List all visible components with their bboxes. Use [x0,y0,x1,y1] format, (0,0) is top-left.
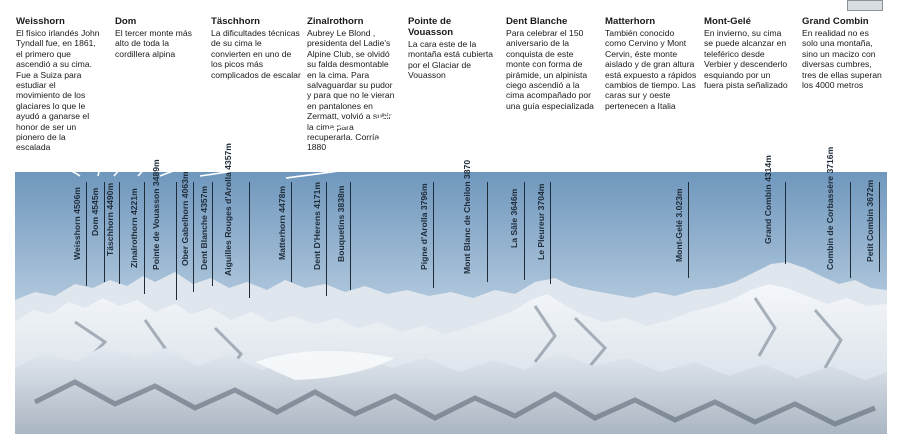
peak-height: 3838m [336,185,346,213]
peak-label-petit-combin [866,178,876,262]
infobox-title: Dom [115,16,137,27]
infobox-title: Mont-Gelé [704,16,751,27]
peak-label-dent-blanche [200,178,210,270]
peak-pointer-taschhorn [119,182,120,284]
infobox-title: Täschhorn [211,16,261,27]
peak-name: Petit Combin [865,209,875,262]
peak-name: Täschhorn [105,212,115,256]
peak-label-ober-gabelhorn [180,171,191,266]
peak-height: 4545m [90,187,100,215]
peak-pointer-dent-blanche [212,182,213,286]
peak-name: Matterhorn [277,215,287,260]
peak-pointer-mont-blanc-de-cheilon [487,182,488,282]
peak-height: 4314m [763,155,773,182]
peak-name: Pointe de Vouasson [151,188,161,270]
peak-label-dent-dherens [313,178,323,270]
peak-label-aiguilles-rouges [223,143,234,276]
peak-pointer-grand-combin [785,182,786,264]
peak-name: Pigne d'Arolla [419,212,429,270]
infobox-title: Dent Blanche [506,16,568,27]
peak-label-weisshorn [73,178,83,260]
peak-label-pigne-darolla [420,178,430,270]
peak-name: Bouquetins [336,214,346,262]
peak-name: Mont Blanc de Cheilon [462,181,472,274]
connector-dom [98,72,124,176]
peak-label-combin-de-corbassere [825,146,836,270]
connector-taschhorn [114,98,232,176]
peak-height: 3870 [462,159,472,179]
infobox-title: Grand Combin [802,16,869,27]
infobox-description: El tercer monte más alto de toda la cordillera alpina [115,28,192,59]
peak-name: Dent D'Herens [312,211,322,270]
peak-height: 4063m [180,171,190,199]
peak-height: 4357m [199,185,209,213]
peak-label-mont-gele [675,178,685,262]
infobox-description: La dificultades técnicas de su cima le convierten en uno de los picos más complicados de escalar [211,28,301,80]
peak-label-mont-blanc-de-cheilon [462,159,473,274]
peak-pointer-combin-de-corbassere [850,182,851,278]
peak-pointer-petit-combin [879,182,880,272]
infobox-description: Aubrey Le Blond , presidenta del Ladie's Alpine Club, se olvidó su falda desmontable en la cima. Para salvaguardar su pudor y para que no le vieran en pantalones en Zermatt, volvió a subir la cima para recuperarla. Corría 1880 [307,28,395,153]
infobox-title: Pointe de Vouasson [408,16,454,38]
infobox-description: También conocido como Cervino y Mont Cervin, éste monte aislado y de gran altura está expuesto a rápidos cambios de tiempo. Las caras sur y oeste pertenecen a Italia [605,28,697,111]
infobox-title: Zinalrothorn [307,16,364,27]
peak-label-le-pleureur [537,178,547,260]
peak-pointer-bouquetins [350,182,351,290]
peak-height: 3796m [419,183,429,211]
peak-label-matterhorn [278,178,288,260]
peak-height: 3672m [865,179,875,207]
peak-pointer-le-pleureur [550,182,551,284]
infobox-description: En invierno, su cima se puede alcanzar en teleférico desde Verbier y descenderlo esquiando por un fuera pista señalizado [704,28,788,91]
peak-pointer-aiguilles-rouges [249,182,250,298]
peak-height: 3.023m [674,188,684,218]
peak-pointer-ober-gabelhorn [193,182,194,292]
peak-label-zinalrothorn [130,178,140,268]
peak-name: Grand Combin [763,184,773,244]
infobox-description: En realidad no es solo una montaña, sino un macizo con diversas cumbres, tres de ellas superan los 4000 metros [802,28,882,91]
peak-name: Dom [90,216,100,236]
peak-label-taschhorn [106,178,116,256]
peak-label-dom [91,178,101,236]
peak-pointer-matterhorn [291,182,292,282]
peak-name: Zinalrothorn [129,217,139,268]
peak-height: 4506m [72,187,82,214]
peak-height: 3489m [151,159,161,187]
infobox-title: Weisshorn [16,16,65,27]
peak-name: Le Pleureur [536,212,546,260]
peak-label-bouquetins [337,178,347,262]
peak-label-grand-combin [763,155,774,244]
connector-weisshorn [56,163,80,176]
infobox-title: Matterhorn [605,16,656,27]
peak-name: Combin de Corbassère [825,175,835,270]
peak-height: 4357m [223,143,233,170]
infobox-description: La cara este de la montaña está cubierta por el Glaciar de Vouasson [408,39,494,81]
peak-name: La Sâle [509,217,519,248]
peak-name: Dent Blanche [199,215,209,270]
peak-name: Mont-Gelé [674,219,684,262]
peak-name: Ober Gabelhorn [180,200,190,266]
infobox-description: El físico irlandés John Tyndall fue, en 1861, el primero que ascendió a su cima. Fue a Suiza para estudiar el movimiento de los glaciares lo que le ayudó a ganarse el honor de ser un pionero de la escalada [16,28,100,153]
peak-pointer-weisshorn [86,182,87,286]
infobox-description: Para celebrar el 150 aniversario de la conquista de este monte con forma de pirámide, un alpinista ciego ascendió a la cima acompañado por una guía especializada [506,28,594,111]
peak-pointer-la-sale [524,182,525,280]
peak-label-pointe-de-vouasson [151,159,162,270]
peak-height: 4221m [129,188,139,215]
peak-height: 3716m [825,146,835,174]
peak-height: 4478m [277,185,287,213]
peak-pointer-pointe-de-vouasson [176,182,177,300]
peak-name: Aiguilles Rouges d'Arolla [223,172,233,276]
peak-height: 3646m [509,188,519,216]
peak-pointer-zinalrothorn [144,182,145,294]
peak-label-la-sale [510,178,520,248]
peak-height: 4171m [312,181,322,209]
peak-height: 3704m [536,183,546,211]
peak-pointer-dent-dherens [326,182,327,296]
peak-height: 4490m [105,182,115,210]
peak-pointer-mont-gele [688,182,689,278]
peak-name: Weisshorn [72,216,82,260]
peak-pointer-pigne-darolla [433,182,434,288]
